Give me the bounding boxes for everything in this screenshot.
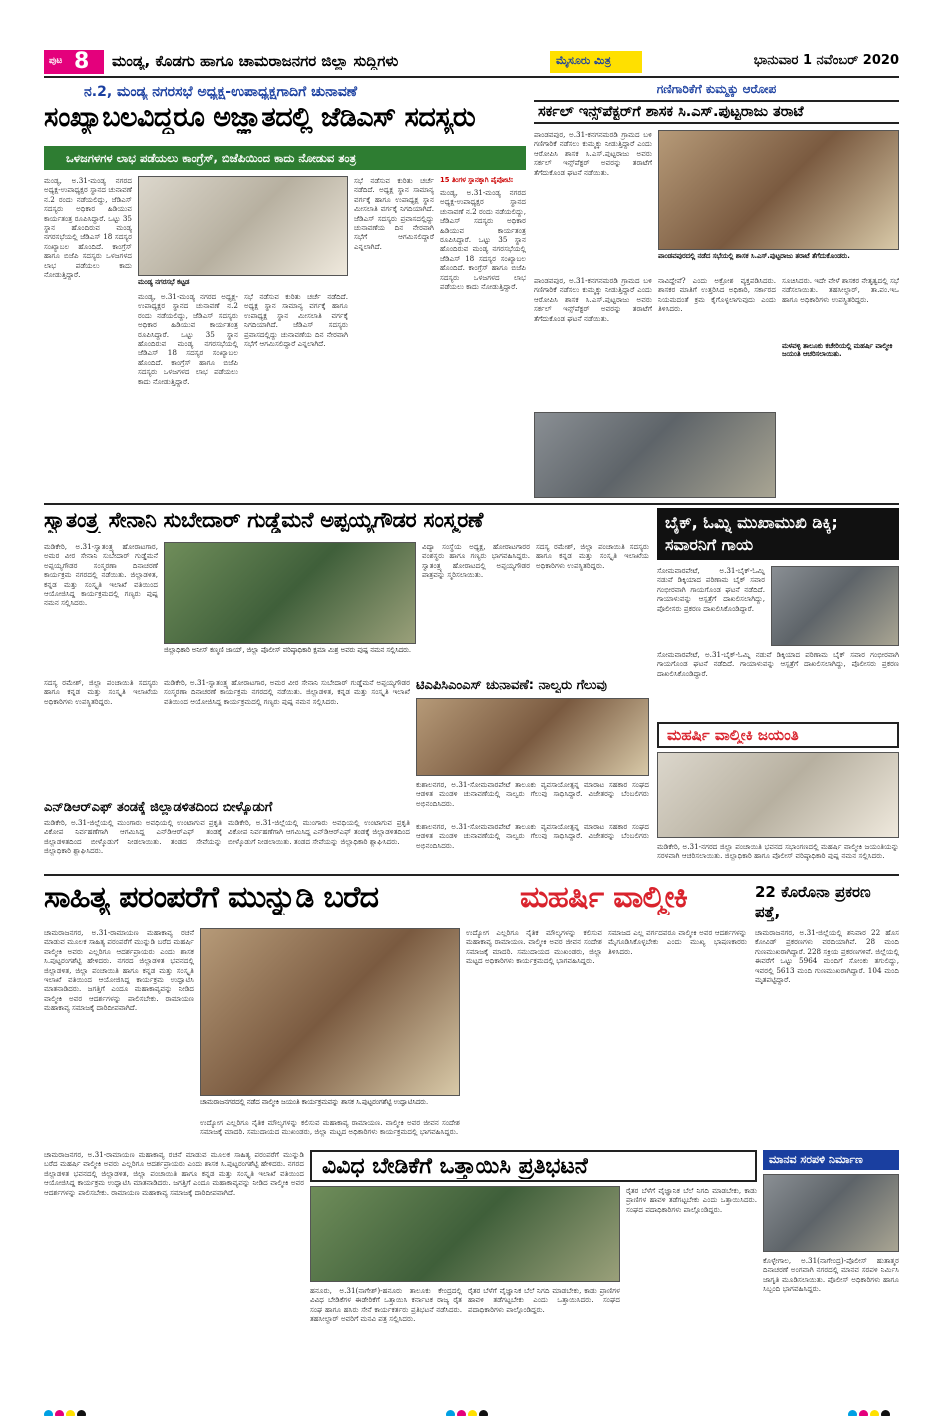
story6-photo [657,752,899,838]
story3-column-4: ಸದಸ್ಯ ರಮೇಶ್, ಜಿಲ್ಲಾ ಪಂಚಾಯಿತಿ ಸದಸ್ಯರು ಹಾಗೂ ಕನ್ನಡ ಮತ್ತು ಸಂಸ್ಕೃತಿ ಇಲಾಖೆಯ ಅಧಿಕಾರಿಗಳು ಉಪಸ್ಥಿತರಿದ್ದರು. [536,542,649,570]
story8-column-3: ಉದ್ಯೋಗ ಎಲ್ಲರಿಗೂ ನೈತಿಕ ಮೌಲ್ಯಗಳನ್ನು ಕಲಿಸುವ ಮಹಾಕಾವ್ಯ ರಾಮಾಯಣ. ವಾಲ್ಮೀಕಿ ಅವರ ಜೀವನ ಸಂದೇಶ ಸಮಾಜಕ್ಕೆ ಮಾದರಿ. ಸಮುದಾಯದ ಮುಖಂಡರು, ಜಿಲ್ಲಾ ಮಟ್ಟದ ಅಧಿಕಾರಿಗಳು ಕಾರ್ಯಕ್ರಮದಲ್ಲಿ ಭಾಗವಹಿಸಿದ್ದರು. [466,928,602,966]
story8-photo-caption: ಚಾಮರಾಜನಗರದಲ್ಲಿ ನಡೆದ ವಾಲ್ಮೀಕಿ ಜಯಂತಿ ಕಾರ್ಯಕ್ರಮವನ್ನು ಶಾಸಕ ಸಿ.ಪುಟ್ಟರಂಗಶೆಟ್ಟಿ ಉದ್ಘಾಟಿಸಿದರು. [200,1098,429,1106]
story4-headline: ಬೈಕ್, ಓಮ್ನಿ ಮುಖಾಮುಖಿ ಡಿಕ್ಕಿ; ಸವಾರನಿಗೆ ಗಾಯ [665,513,838,554]
story10-photo-protest [310,1186,620,1282]
section-title: ಮಂಡ್ಯ, ಕೊಡಗು ಹಾಗೂ ಚಾಮರಾಜನಗರ ಜಿಲ್ಲಾ ಸುದ್ದಿಗಳು [112,52,399,70]
story1-column-2b: ಸಭೆ ನಡೆಸುವ ಕುರಿತು ಚರ್ಚೆ ನಡೆದಿದೆ. ಅಧ್ಯಕ್ಷ ಸ್ಥಾನ ಸಾಮಾನ್ಯ ವರ್ಗಕ್ಕೆ ಹಾಗೂ ಉಪಾಧ್ಯಕ್ಷ ಸ್ಥಾನ ಮೀಸಲಾತಿ ವರ್ಗಕ್ಕೆ ನಿಗದಿಯಾಗಿದೆ. ಜೆಡಿಎಸ್ ಸದಸ್ಯರು ಪ್ರವಾಸದಲ್ಲಿದ್ದು ಚುನಾವಣೆಯ ದಿನ ನೇರವಾಗಿ ಸಭೆಗೆ ಆಗಮಿಸಲಿದ್ದಾರೆ ಎನ್ನಲಾಗಿದೆ. [244,292,348,349]
story1-column-2: ಮಂಡ್ಯ, ಅ.31-ಮಂಡ್ಯ ನಗರದ ಅಧ್ಯಕ್ಷ-ಉಪಾಧ್ಯಕ್ಷರ ಸ್ಥಾನದ ಚುನಾವಣೆ ನ.2 ರಂದು ನಡೆಯಲಿದ್ದು, ಜೆಡಿಎಸ್ ಸದಸ್ಯರು ಅಧಿಕಾರ ಹಿಡಿಯುವ ಕಾರ್ಯತಂತ್ರ ರೂಪಿಸಿದ್ದಾರೆ. ಒಟ್ಟು 35 ಸ್ಥಾನ ಹೊಂದಿರುವ ಮಂಡ್ಯ ನಗರಸಭೆಯಲ್ಲಿ ಜೆಡಿಎಸ್ 18 ಸದಸ್ಯರ ಸಂಖ್ಯಾಬಲ ಹೊಂದಿದೆ. ಕಾಂಗ್ರೆಸ್ ಹಾಗೂ ಬಿಜೆಪಿ ಸದಸ್ಯರು ಒಳಜಗಳದ ಲಾಭ ಪಡೆಯಲು ಕಾದು ನೋಡುತ್ತಿದ್ದಾರೆ. [138,292,238,386]
story9-text: ಚಾಮರಾಜನಗರ, ಅ.31-ಜಿಲ್ಲೆಯಲ್ಲಿ ಶನಿವಾರ 22 ಹೊಸ ಕೋವಿಡ್ ಪ್ರಕರಣಗಳು ವರದಿಯಾಗಿವೆ. 28 ಮಂದಿ ಗುಣಮುಖರಾಗಿದ್ದಾರೆ. 228 ಸಕ್ರಿಯ ಪ್ರಕರಣಗಳಿವೆ. ಜಿಲ್ಲೆಯಲ್ಲಿ ಈವರೆಗೆ ಒಟ್ಟು 5964 ಮಂದಿಗೆ ಸೋಂಕು ತಗುಲಿದ್ದು, ಇವರಲ್ಲಿ 5613 ಮಂದಿ ಗುಣಮುಖರಾಗಿದ್ದಾರೆ. 104 ಮಂದಿ ಮೃತಪಟ್ಟಿದ್ದಾರೆ. [755,928,899,985]
story4-text: ಸೋಮವಾರಪೇಟೆ, ಅ.31-ಬೈಕ್-ಓಮ್ನಿ ನಡುವೆ ಡಿಕ್ಕಿಯಾದ ಪರಿಣಾಮ ಬೈಕ್ ಸವಾರ ಗಂಭೀರವಾಗಿ ಗಾಯಗೊಂಡ ಘಟನೆ ನಡೆದಿದೆ. ಗಾಯಾಳುವನ್ನು ಆಸ್ಪತ್ರೆಗೆ ದಾಖಲಿಸಲಾಗಿದ್ದು, ಪೊಲೀಸರು ಪ್ರಕರಣ ದಾಖಲಿಸಿಕೊಂಡಿದ್ದಾರೆ. [657,566,765,613]
story-covid-cases [755,882,899,1142]
story2-headline: ಸರ್ಕಲ್ ಇನ್ಸ್‌ಪೆಕ್ಟರ್‌ಗೆ ಶಾಸಕ ಸಿ.ಎಸ್.ಪುಟ್ಟರಾಜು ತರಾಟೆ [538,104,804,120]
cyan-mark [848,1410,857,1416]
story5-text: ಕುಶಾಲನಗರ, ಅ.31-ಸೋಮವಾರಪೇಟೆ ತಾಲೂಕು ವ್ಯವಸಾಯೋತ್ಪನ್ನ ಮಾರಾಟ ಸಹಕಾರ ಸಂಘದ ಆಡಳಿತ ಮಂಡಳಿ ಚುನಾವಣೆಯಲ್ಲಿ ನಾಲ್ವರು ಗೆಲುವು ಸಾಧಿಸಿದ್ದಾರೆ. ವಿಜೇತರನ್ನು ಬೆಂಬಲಿಗರು ಅಭಿನಂದಿಸಿದರು. [416,780,649,808]
story-human-chain [763,1150,899,1382]
yellow-mark [870,1410,879,1416]
story1-photo-council-building [138,176,348,276]
story-valmiki-literature [44,878,747,1148]
story8-column-1-cont: ಚಾಮರಾಜನಗರ, ಅ.31-ರಾಮಾಯಣ ಮಹಾಕಾವ್ಯ ರಚನೆ ಮಾಡುವ ಮೂಲಕ ಸಾಹಿತ್ಯ ಪರಂಪರೆಗೆ ಮುನ್ನುಡಿ ಬರೆದ ಮಹರ್ಷಿ ವಾಲ್ಮೀಕಿ ಅವರು ಎಲ್ಲರಿಗೂ ಆದರ್ಶಪ್ರಾಯರು ಎಂದು ಶಾಸಕ ಸಿ.ಪುಟ್ಟರಂಗಶೆಟ್ಟಿ ಹೇಳಿದರು. ನಗರದ ಜಿಲ್ಲಾಡಳಿತ ಭವನದಲ್ಲಿ ಜಿಲ್ಲಾಡಳಿತ, ಜಿಲ್ಲಾ ಪಂಚಾಯಿತಿ ಹಾಗೂ ಕನ್ನಡ ಮತ್ತು ಸಂಸ್ಕೃತಿ ಇಲಾಖೆ ವತಿಯಿಂದ ಆಯೋಜಿಸಿದ್ದ ಕಾರ್ಯಕ್ರಮ ಉದ್ಘಾಟಿಸಿ ಮಾತನಾಡಿದರು. ಜಗತ್ತಿಗೆ ಎಂದೂ ಮಹಾಕಾವ್ಯವನ್ನು ನೀಡಿದ ವಾಲ್ಮೀಕಿ ಅವರ ಆದರ್ಶಗಳನ್ನು ಪಾಲಿಸಬೇಕು. ರಾಮಾಯಣ ಮಹಾಕಾವ್ಯ ಸಮಾಜಕ್ಕೆ ದಾರಿದೀಪವಾಗಿದೆ. [44,1150,304,1197]
story3-column-1: ಮಡಿಕೇರಿ, ಅ.31-ಸ್ವಾತಂತ್ರ್ಯ ಹೋರಾಟಗಾರ, ಅಮರ ವೀರ ಸೇನಾನಿ ಸುಬೇದಾರ್ ಗುಡ್ಡೆಮನೆ ಅಪ್ಪಯ್ಯಗೌಡರ ಸಂಸ್ಮರಣಾ ದಿನಾಚರಣೆ ಕಾರ್ಯಕ್ರಮ ನಗರದಲ್ಲಿ ನಡೆಯಿತು. ಜಿಲ್ಲಾಡಳಿತ, ಕನ್ನಡ ಮತ್ತು ಸಂಸ್ಕೃತಿ ಇಲಾಖೆ ವತಿಯಿಂದ ಆಯೋಜಿಸಿದ್ದ ಕಾರ್ಯಕ್ರಮದಲ್ಲಿ ಗಣ್ಯರು ಪುಷ್ಪ ನಮನ ಸಲ್ಲಿಸಿದರು. [44,542,158,608]
story1-subhead-bar [44,146,526,170]
magenta-mark [55,1410,64,1416]
paper-name-box [550,51,642,73]
black-mark [881,1410,890,1416]
story-mandya-council [44,80,526,500]
cyan-mark [446,1410,455,1416]
story-ndrf-farewell [44,800,410,870]
story8-headline-part1: ಸಾಹಿತ್ಯ ಪರಂಪರೆಗೆ ಮುನ್ನುಡಿ ಬರೆದ [44,880,379,915]
story1-headline: ಸಂಖ್ಯಾಬಲವಿದ್ದರೂ ಅಜ್ಞಾತದಲ್ಲಿ ಜೆಡಿಎಸ್ ಸದಸ್ಯರು [44,102,476,133]
story3-photo-tribute [164,542,416,644]
story-protest [310,1150,757,1382]
header-rule [44,76,899,78]
story10-column-right: ರೈತರ ಬೆಳೆಗೆ ವೈಜ್ಞಾನಿಕ ಬೆಲೆ ನಿಗದಿ ಮಾಡಬೇಕು, ಕಾಡು ಪ್ರಾಣಿಗಳ ಹಾವಳಿ ತಡೆಗಟ್ಟಬೇಕು ಎಂದು ಒತ್ತಾಯಿಸಿದರು. ಸಂಘದ ಪದಾಧಿಕಾರಿಗಳು ಪಾಲ್ಗೊಂಡಿದ್ದರು. [626,1186,757,1214]
story3-headline: ಸ್ವಾತಂತ್ರ್ಯ ಸೇನಾನಿ ಸುಬೇದಾರ್ ಗುಡ್ಡೆಮನೆ ಅಪ್ಪಯ್ಯಗೌಡರ ಸಂಸ್ಮರಣೆ [44,508,484,532]
footer-color-marks-right [848,1404,908,1416]
story3-photo-caption: ಜಿಲ್ಲಾಧಿಕಾರಿ ಅನೀಸ್ ಕಣ್ಮಣಿ ಜಾಯ್, ಜಿಲ್ಲಾ ಪೊಲೀಸ್ ವರಿಷ್ಠಾಧಿಕಾರಿ ಕ್ಷಮಾ ಮಿಶ್ರ ಅವರು ಪುಷ್ಪ ನಮನ ಸಲ್ಲಿಸಿದರು. [164,646,412,654]
story8-photo-inauguration [200,928,460,1096]
story2-column-1: ಪಾಂಡವಪುರ, ಅ.31-ಕನಗನಮರಡಿ ಗ್ರಾಮದ ಬಳಿ ಗಣಿಗಾರಿಕೆ ನಡೆಸಲು ಕುಮ್ಮಕ್ಕು ನೀಡುತ್ತಿದ್ದಾರೆ ಎಂದು ಆರೋಪಿಸಿ ಶಾಸಕ ಸಿ.ಎಸ್.ಪುಟ್ಟರಾಜು ಅವರು ಸರ್ಕಲ್ ಇನ್ಸ್‌ಪೆಕ್ಟರ್ ಅವರನ್ನು ತರಾಟೆಗೆ ತೆಗೆದುಕೊಂಡ ಘಟನೆ ನಡೆಯಿತು. [534,130,652,177]
story8-headline-part2: ಮಹರ್ಷಿ ವಾಲ್ಮೀಕಿ [520,880,688,915]
story6-headline: ಮಹರ್ಷಿ ವಾಲ್ಮೀಕಿ ಜಯಂತಿ [667,726,799,744]
page-number-badge [44,50,104,74]
magenta-mark [457,1410,466,1416]
story6-headline-box [657,722,899,748]
story5-headline: ಟಿಎಪಿಸಿಎಂಎಸ್ ಚುನಾವಣೆ: ನಾಲ್ವರು ಗೆಲುವು [416,678,607,693]
story2-photo-caption: ಪಾಂಡವಪುರದಲ್ಲಿ ನಡೆದ ಸಭೆಯಲ್ಲಿ ಶಾಸಕ ಸಿ.ಎಸ್.ಪುಟ್ಟರಾಜು ತರಾಟೆ ತೆಗೆದುಕೊಂಡರು. [658,252,850,260]
story5-photo-winners [416,698,649,776]
story4-text-2: ಸೋಮವಾರಪೇಟೆ, ಅ.31-ಬೈಕ್-ಓಮ್ನಿ ನಡುವೆ ಡಿಕ್ಕಿಯಾದ ಪರಿಣಾಮ ಬೈಕ್ ಸವಾರ ಗಂಭೀರವಾಗಿ ಗಾಯಗೊಂಡ ಘಟನೆ ನಡೆದಿದೆ. ಗಾಯಾಳುವನ್ನು ಆಸ್ಪತ್ರೆಗೆ ದಾಖಲಿಸಲಾಗಿದ್ದು, ಪೊಲೀಸರು ಪ್ರಕರಣ ದಾಖಲಿಸಿಕೊಂಡಿದ್ದಾರೆ. [657,650,899,678]
story1-subhead: ಒಳಜಗಳಗಳ ಲಾಭ ಪಡೆಯಲು ಕಾಂಗ್ರೆಸ್, ಬಿಜೆಪಿಯಿಂದ ಕಾದು ನೋಡುವ ತಂತ್ರ [66,151,357,165]
story2-column-1b: ಪಾಂಡವಪುರ, ಅ.31-ಕನಗನಮರಡಿ ಗ್ರಾಮದ ಬಳಿ ಗಣಿಗಾರಿಕೆ ನಡೆಸಲು ಕುಮ್ಮಕ್ಕು ನೀಡುತ್ತಿದ್ದಾರೆ ಎಂದು ಆರೋಪಿಸಿ ಶಾಸಕ ಸಿ.ಎಸ್.ಪುಟ್ಟರಾಜು ಅವರು ಸರ್ಕಲ್ ಇನ್ಸ್‌ಪೆಕ್ಟರ್ ಅವರನ್ನು ತರಾಟೆಗೆ ತೆಗೆದುಕೊಂಡ ಘಟನೆ ನಡೆಯಿತು. [534,276,652,323]
story-appayya-gowda [44,508,649,678]
story10-column-1: ಹನೂರು, ಅ.31(ನಾಗೇಶ್)-ಹನೂರು ತಾಲೂಕು ಕೇಂದ್ರದಲ್ಲಿ ವಿವಿಧ ಬೇಡಿಕೆಗಳ ಈಡೇರಿಕೆಗೆ ಒತ್ತಾಯಿಸಿ ಕರ್ನಾಟಕ ರಾಜ್ಯ ರೈತ ಸಂಘ ಹಾಗೂ ಹಸಿರು ಸೇನೆ ಕಾರ್ಯಕರ್ತರು ಪ್ರತಿಭಟನೆ ನಡೆಸಿದರು. ತಹಸೀಲ್ದಾರ್ ಅವರಿಗೆ ಮನವಿ ಪತ್ರ ಸಲ್ಲಿಸಿದರು. [310,1286,462,1324]
story4-headline-box [657,508,899,560]
story11-photo [763,1174,899,1252]
page-number: 8 [74,50,90,74]
story-puttaraju [534,80,899,500]
divider-2 [44,874,899,876]
story8-column-1: ಚಾಮರಾಜನಗರ, ಅ.31-ರಾಮಾಯಣ ಮಹಾಕಾವ್ಯ ರಚನೆ ಮಾಡುವ ಮೂಲಕ ಸಾಹಿತ್ಯ ಪರಂಪರೆಗೆ ಮುನ್ನುಡಿ ಬರೆದ ಮಹರ್ಷಿ ವಾಲ್ಮೀಕಿ ಅವರು ಎಲ್ಲರಿಗೂ ಆದರ್ಶಪ್ರಾಯರು ಎಂದು ಶಾಸಕ ಸಿ.ಪುಟ್ಟರಂಗಶೆಟ್ಟಿ ಹೇಳಿದರು. ನಗರದ ಜಿಲ್ಲಾಡಳಿತ ಭವನದಲ್ಲಿ ಜಿಲ್ಲಾಡಳಿತ, ಜಿಲ್ಲಾ ಪಂಚಾಯಿತಿ ಹಾಗೂ ಕನ್ನಡ ಮತ್ತು ಸಂಸ್ಕೃತಿ ಇಲಾಖೆ ವತಿಯಿಂದ ಆಯೋಜಿಸಿದ್ದ ಕಾರ್ಯಕ್ರಮ ಉದ್ಘಾಟಿಸಿ ಮಾತನಾಡಿದರು. ಜಗತ್ತಿಗೆ ಎಂದೂ ಮಹಾಕಾವ್ಯವನ್ನು ನೀಡಿದ ವಾಲ್ಮೀಕಿ ಅವರ ಆದರ್ಶಗಳನ್ನು ಪಾಲಿಸಬೇಕು. ರಾಮಾಯಣ ಮಹಾಕಾವ್ಯ ಸಮಾಜಕ್ಕೆ ದಾರಿದೀಪವಾಗಿದೆ. [44,928,194,1013]
story10-column-2: ರೈತರ ಬೆಳೆಗೆ ವೈಜ್ಞಾನಿಕ ಬೆಲೆ ನಿಗದಿ ಮಾಡಬೇಕು, ಕಾಡು ಪ್ರಾಣಿಗಳ ಹಾವಳಿ ತಡೆಗಟ್ಟಬೇಕು ಎಂದು ಒತ್ತಾಯಿಸಿದರು. ಸಂಘದ ಪದಾಧಿಕಾರಿಗಳು ಪಾಲ್ಗೊಂಡಿದ್ದರು. [468,1286,620,1314]
story1-column-3-subhead: 15 ತಿಂಗಳ ಸ್ಥಾನಕ್ಕಾಗಿ ಪೈಪೋಟಿ: [440,176,514,184]
divider-1 [44,503,899,505]
story2-column-3: ಸೂಚಿಸಿದರು. ಇದೇ ವೇಳೆ ಶಾಸಕರ ನೇತೃತ್ವದಲ್ಲಿ ಸಭೆ ನಡೆಸಲಾಯಿತು. ತಹಸೀಲ್ದಾರ್, ತಾ.ಪಂ.ಇಒ ಹಾಗೂ ಅಧಿಕಾರಿಗಳು ಉಪಸ್ಥಿತರಿದ್ದರು. [782,276,899,304]
yellow-mark [468,1410,477,1416]
story1-column-1: ಮಂಡ್ಯ, ಅ.31-ಮಂಡ್ಯ ನಗರದ ಅಧ್ಯಕ್ಷ-ಉಪಾಧ್ಯಕ್ಷರ ಸ್ಥಾನದ ಚುನಾವಣೆ ನ.2 ರಂದು ನಡೆಯಲಿದ್ದು, ಜೆಡಿಎಸ್ ಸದಸ್ಯರು ಅಧಿಕಾರ ಹಿಡಿಯುವ ಕಾರ್ಯತಂತ್ರ ರೂಪಿಸಿದ್ದಾರೆ. ಒಟ್ಟು 35 ಸ್ಥಾನ ಹೊಂದಿರುವ ಮಂಡ್ಯ ನಗರಸಭೆಯಲ್ಲಿ ಜೆಡಿಎಸ್ 18 ಸದಸ್ಯರ ಸಂಖ್ಯಾಬಲ ಹೊಂದಿದೆ. ಕಾಂಗ್ರೆಸ್ ಹಾಗೂ ಬಿಜೆಪಿ ಸದಸ್ಯರು ಒಳಜಗಳದ ಲಾಭ ಪಡೆಯಲು ಕಾದು ನೋಡುತ್ತಿದ್ದಾರೆ. [44,176,132,280]
footer-color-marks-left [44,1404,104,1416]
story2-photo-meeting [658,130,899,250]
yellow-mark [66,1410,75,1416]
story5-text-2: ಕುಶಾಲನಗರ, ಅ.31-ಸೋಮವಾರಪೇಟೆ ತಾಲೂಕು ವ್ಯವಸಾಯೋತ್ಪನ್ನ ಮಾರಾಟ ಸಹಕಾರ ಸಂಘದ ಆಡಳಿತ ಮಂಡಳಿ ಚುನಾವಣೆಯಲ್ಲಿ ನಾಲ್ವರು ಗೆಲುವು ಸಾಧಿಸಿದ್ದಾರೆ. ವಿಜೇತರನ್ನು ಬೆಂಬಲಿಗರು ಅಭಿನಂದಿಸಿದರು. [416,822,649,850]
story10-headline-box [310,1150,757,1182]
story8-column-4: ಸಮಾಜದ ಎಲ್ಲ ವರ್ಗದವರೂ ವಾಲ್ಮೀಕಿ ಅವರ ಆದರ್ಶಗಳನ್ನು ಮೈಗೂಡಿಸಿಕೊಳ್ಳಬೇಕು ಎಂದು ಮುಖ್ಯ ಭಾಷಣಕಾರರು ತಿಳಿಸಿದರು. [608,928,747,956]
cyan-mark [44,1410,53,1416]
story-bike-accident [657,508,899,718]
story7-text-2: ಮಡಿಕೇರಿ, ಅ.31-ಜಿಲ್ಲೆಯಲ್ಲಿ ಮುಂಗಾರು ಅವಧಿಯಲ್ಲಿ ಉಂಟಾಗುವ ಪ್ರಕೃತಿ ವಿಕೋಪ ನಿರ್ವಹಣೆಗಾಗಿ ಆಗಮಿಸಿದ್ದ ಎನ್‌ಡಿಆರ್‌ಎಫ್ ತಂಡಕ್ಕೆ ಜಿಲ್ಲಾಡಳಿತದಿಂದ ಬೀಳ್ಕೊಡುಗೆ ನೀಡಲಾಯಿತು. ತಂಡದ ಸೇವೆಯನ್ನು ಜಿಲ್ಲಾಧಿಕಾರಿ ಶ್ಲಾಘಿಸಿದರು. [228,818,410,846]
story1-photo-caption: ಮಂಡ್ಯ ನಗರಸಭೆ ಕಟ್ಟಡ [138,278,190,286]
story4-photo-accident [771,566,899,646]
story3-continuation: ಮಡಿಕೇರಿ, ಅ.31-ಸ್ವಾತಂತ್ರ್ಯ ಹೋರಾಟಗಾರ, ಅಮರ ವೀರ ಸೇನಾನಿ ಸುಬೇದಾರ್ ಗುಡ್ಡೆಮನೆ ಅಪ್ಪಯ್ಯಗೌಡರ ಸಂಸ್ಮರಣಾ ದಿನಾಚರಣೆ ಕಾರ್ಯಕ್ರಮ ನಗರದಲ್ಲಿ ನಡೆಯಿತು. ಜಿಲ್ಲಾಡಳಿತ, ಕನ್ನಡ ಮತ್ತು ಸಂಸ್ಕೃತಿ ಇಲಾಖೆ ವತಿಯಿಂದ ಆಯೋಜಿಸಿದ್ದ ಕಾರ್ಯಕ್ರಮದಲ್ಲಿ ಗಣ್ಯರು ಪುಷ್ಪ ನಮನ ಸಲ್ಲಿಸಿದರು. [164,678,410,706]
story7-headline: ಎನ್‌ಡಿಆರ್‌ಎಫ್ ತಂಡಕ್ಕೆ ಜಿಲ್ಲಾಡಳಿತದಿಂದ ಬೀಳ್ಕೊಡುಗೆ [44,800,273,815]
story7-text: ಮಡಿಕೇರಿ, ಅ.31-ಜಿಲ್ಲೆಯಲ್ಲಿ ಮುಂಗಾರು ಅವಧಿಯಲ್ಲಿ ಉಂಟಾಗುವ ಪ್ರಕೃತಿ ವಿಕೋಪ ನಿರ್ವಹಣೆಗಾಗಿ ಆಗಮಿಸಿದ್ದ ಎನ್‌ಡಿಆರ್‌ಎಫ್ ತಂಡಕ್ಕೆ ಜಿಲ್ಲಾಡಳಿತದಿಂದ ಬೀಳ್ಕೊಡುಗೆ ನೀಡಲಾಯಿತು. ತಂಡದ ಸೇವೆಯನ್ನು ಜಿಲ್ಲಾಧಿಕಾರಿ ಶ್ಲಾಘಿಸಿದರು. [44,818,222,856]
story1-kicker: ನ.2, ಮಂಡ್ಯ ನಗರಸಭೆ ಅಧ್ಯಕ್ಷ-ಉಪಾಧ್ಯಕ್ಷಗಾದಿಗೆ ಚುನಾವಣೆ [84,84,358,100]
story10-headline: ವಿವಿಧ ಬೇಡಿಕೆಗೆ ಒತ್ತಾಯಿಸಿ ಪ್ರತಿಭಟನೆ [322,1154,588,1179]
story-tapcms-election [416,678,649,818]
story11-text: ಕೊಳ್ಳೇಗಾಲ, ಅ.31(ನಾಗೇಂದ್ರ)-ಪೊಲೀಸ್ ಹುತಾತ್ಮರ ದಿನಾಚರಣೆ ಅಂಗವಾಗಿ ನಗರದಲ್ಲಿ ಮಾನವ ಸರಪಳಿ ನಿರ್ಮಿಸಿ ಜಾಗೃತಿ ಮೂಡಿಸಲಾಯಿತು. ಪೊಲೀಸ್ ಅಧಿಕಾರಿಗಳು ಹಾಗೂ ಸಿಬ್ಬಂದಿ ಭಾಗವಹಿಸಿದ್ದರು. [763,1256,899,1294]
black-mark [77,1410,86,1416]
black-mark [479,1410,488,1416]
story8-column-2: ಉದ್ಯೋಗ ಎಲ್ಲರಿಗೂ ನೈತಿಕ ಮೌಲ್ಯಗಳನ್ನು ಕಲಿಸುವ ಮಹಾಕಾವ್ಯ ರಾಮಾಯಣ. ವಾಲ್ಮೀಕಿ ಅವರ ಜೀವನ ಸಂದೇಶ ಸಮಾಜಕ್ಕೆ ಮಾದರಿ. ಸಮುದಾಯದ ಮುಖಂಡರು, ಜಿಲ್ಲಾ ಮಟ್ಟದ ಅಧಿಕಾರಿಗಳು ಕಾರ್ಯಕ್ರಮದಲ್ಲಿ ಭಾಗವಹಿಸಿದ್ದರು. [200,1118,460,1137]
page-label: ಪುಟ [49,56,63,66]
issue-date: ಭಾನುವಾರ 1 ನವೆಂಬರ್ 2020 [753,53,899,68]
page-header [44,50,899,74]
magenta-mark [859,1410,868,1416]
story-valmiki-madikeri [657,722,899,870]
story1-column-3: ಸಭೆ ನಡೆಸುವ ಕುರಿತು ಚರ್ಚೆ ನಡೆದಿದೆ. ಅಧ್ಯಕ್ಷ ಸ್ಥಾನ ಸಾಮಾನ್ಯ ವರ್ಗಕ್ಕೆ ಹಾಗೂ ಉಪಾಧ್ಯಕ್ಷ ಸ್ಥಾನ ಮೀಸಲಾತಿ ವರ್ಗಕ್ಕೆ ನಿಗದಿಯಾಗಿದೆ. ಜೆಡಿಎಸ್ ಸದಸ್ಯರು ಪ್ರವಾಸದಲ್ಲಿದ್ದು ಚುನಾವಣೆಯ ದಿನ ನೇರವಾಗಿ ಸಭೆಗೆ ಆಗಮಿಸಲಿದ್ದಾರೆ ಎನ್ನಲಾಗಿದೆ. [354,176,434,251]
story3-column-3: ವಿದ್ಯಾ ಸಂಸ್ಥೆಯ ಅಧ್ಯಕ್ಷ, ಹೋರಾಟಗಾರರ ವಂಶಸ್ಥರು ಹಾಗೂ ಗಣ್ಯರು ಭಾಗವಹಿಸಿದ್ದರು. ಸ್ವಾತಂತ್ರ್ಯ ಹೋರಾಟದಲ್ಲಿ ಅಪ್ಪಯ್ಯಗೌಡರ ಪಾತ್ರವನ್ನು ಸ್ಮರಿಸಲಾಯಿತು. [422,542,530,580]
story2-column-2: ನಾವಿದ್ದೇವೆ? ಎಂದು ಅಕ್ರೋಶ ವ್ಯಕ್ತಪಡಿಸಿದರು. ಶಾಸಕರ ಮಾತಿಗೆ ಉತ್ತರಿಸಿದ ಅಧಿಕಾರಿ, ಸರ್ಕಾರದ ನಿಯಮದಂತೆ ಕ್ರಮ ಕೈಗೊಳ್ಳಲಾಗುವುದು ಎಂದು ತಿಳಿಸಿದರು. [658,276,776,314]
story11-headline-box [763,1150,899,1170]
story1-column-4: ಮಂಡ್ಯ, ಅ.31-ಮಂಡ್ಯ ನಗರದ ಅಧ್ಯಕ್ಷ-ಉಪಾಧ್ಯಕ್ಷರ ಸ್ಥಾನದ ಚುನಾವಣೆ ನ.2 ರಂದು ನಡೆಯಲಿದ್ದು, ಜೆಡಿಎಸ್ ಸದಸ್ಯರು ಅಧಿಕಾರ ಹಿಡಿಯುವ ಕಾರ್ಯತಂತ್ರ ರೂಪಿಸಿದ್ದಾರೆ. ಒಟ್ಟು 35 ಸ್ಥಾನ ಹೊಂದಿರುವ ಮಂಡ್ಯ ನಗರಸಭೆಯಲ್ಲಿ ಜೆಡಿಎಸ್ 18 ಸದಸ್ಯರ ಸಂಖ್ಯಾಬಲ ಹೊಂದಿದೆ. ಕಾಂಗ್ರೆಸ್ ಹಾಗೂ ಬಿಜೆಪಿ ಸದಸ್ಯರು ಒಳಜಗಳದ ಲಾಭ ಪಡೆಯಲು ಕಾದು ನೋಡುತ್ತಿದ್ದಾರೆ. [440,188,526,292]
footer-color-marks-center [446,1404,506,1416]
story2-valmiki-caption: ಮಳವಳ್ಳಿ ತಾಲೂಕು ಕಚೇರಿಯಲ್ಲಿ ಮಹರ್ಷಿ ವಾಲ್ಮೀಕಿ ಜಯಂತಿ ಆಚರಿಸಲಾಯಿತು. [782,342,893,359]
story2-headline-bar [534,100,899,124]
story9-headline: 22 ಕೊರೊನಾ ಪ್ರಕರಣ ಪತ್ತೆ, [755,883,871,921]
story2-photo-valmiki [534,412,776,498]
story11-headline: ಮಾನವ ಸರಪಳಿ ನಿರ್ಮಾಣ [769,1153,863,1166]
story6-text: ಮಡಿಕೇರಿ, ಅ.31-ನಗರದ ಜಿಲ್ಲಾ ಪಂಚಾಯಿತಿ ಭವನದ ಸಭಾಂಗಣದಲ್ಲಿ ಮಹರ್ಷಿ ವಾಲ್ಮೀಕಿ ಜಯಂತಿಯನ್ನು ಸರಳವಾಗಿ ಆಚರಿಸಲಾಯಿತು. ಜಿಲ್ಲಾಧಿಕಾರಿ ಹಾಗೂ ಪೊಲೀಸ್ ವರಿಷ್ಠಾಧಿಕಾರಿ ಪುಷ್ಪ ನಮನ ಸಲ್ಲಿಸಿದರು. [657,842,899,861]
story2-kicker: ಗಣಿಗಾರಿಕೆಗೆ ಕುಮ್ಮಕ್ಕು ಆರೋಪ [656,82,777,96]
story3-column-1-cont: ಸದಸ್ಯ ರಮೇಶ್, ಜಿಲ್ಲಾ ಪಂಚಾಯಿತಿ ಸದಸ್ಯರು ಹಾಗೂ ಕನ್ನಡ ಮತ್ತು ಸಂಸ್ಕೃತಿ ಇಲಾಖೆಯ ಅಧಿಕಾರಿಗಳು ಉಪಸ್ಥಿತರಿದ್ದರು. [44,678,158,706]
paper-name: ಮೈಸೂರು ಮಿತ್ರ [556,54,611,67]
